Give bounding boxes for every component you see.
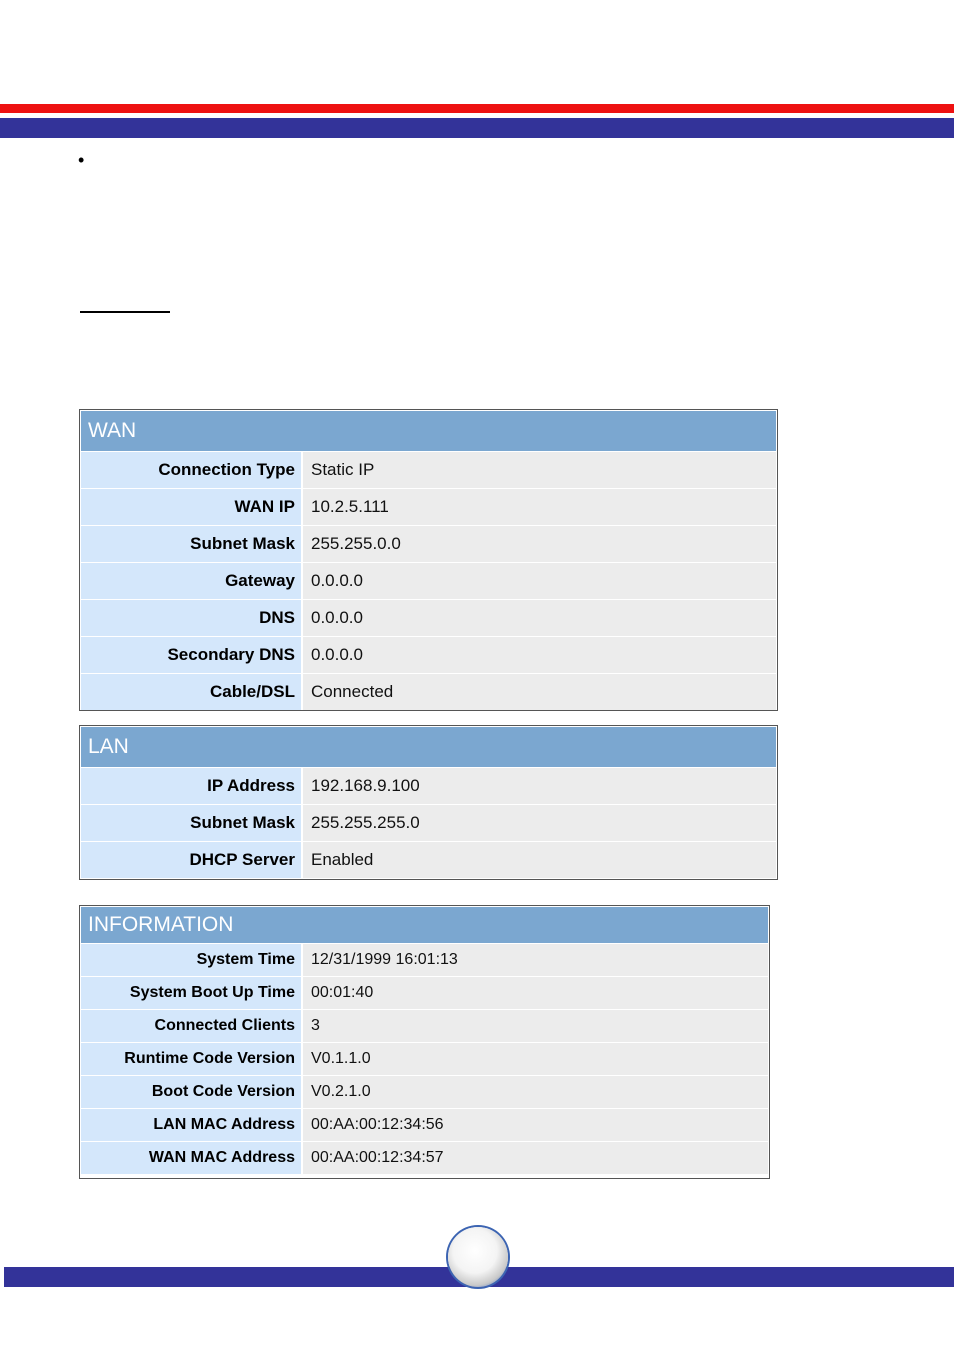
row-label: LAN MAC Address <box>81 1109 301 1141</box>
row-value: Static IP <box>301 452 776 488</box>
row-label: Gateway <box>81 563 301 599</box>
row-label: Connected Clients <box>81 1010 301 1042</box>
row-label: Cable/DSL <box>81 674 301 710</box>
row-label: Secondary DNS <box>81 637 301 673</box>
row-value: Connected <box>301 674 776 710</box>
row-value: 0.0.0.0 <box>301 637 776 673</box>
row-value: 0.0.0.0 <box>301 563 776 599</box>
wan-row-cable-dsl <box>81 674 776 710</box>
information-panel-title: INFORMATION <box>81 907 768 944</box>
info-row-connected-clients <box>81 1010 768 1043</box>
info-row-boot-code-version <box>81 1076 768 1109</box>
information-panel <box>79 905 770 1179</box>
header-red-band <box>0 104 954 113</box>
row-value: 00:01:40 <box>301 977 768 1009</box>
row-label: WAN IP <box>81 489 301 525</box>
info-row-lan-mac-address <box>81 1109 768 1142</box>
row-label: DHCP Server <box>81 842 301 878</box>
row-label: Boot Code Version <box>81 1076 301 1108</box>
row-label: IP Address <box>81 768 301 804</box>
row-value: Enabled <box>301 842 776 878</box>
wan-row-dns <box>81 600 776 637</box>
underlined-heading-rule <box>80 311 170 313</box>
wan-panel-title: WAN <box>81 411 776 452</box>
row-value: 10.2.5.111 <box>301 489 776 525</box>
info-row-system-time <box>81 944 768 977</box>
row-label: Connection Type <box>81 452 301 488</box>
row-value: 192.168.9.100 <box>301 768 776 804</box>
row-value: 12/31/1999 16:01:13 <box>301 944 768 976</box>
row-label: System Boot Up Time <box>81 977 301 1009</box>
row-value: 3 <box>301 1010 768 1042</box>
row-value: 255.255.0.0 <box>301 526 776 562</box>
page-number-badge-icon <box>448 1227 508 1287</box>
row-value: 00:AA:00:12:34:57 <box>301 1142 768 1174</box>
header-blue-band <box>0 118 954 138</box>
wan-row-wan-ip <box>81 489 776 526</box>
row-label: Subnet Mask <box>81 526 301 562</box>
wan-row-subnet-mask <box>81 526 776 563</box>
row-value: 00:AA:00:12:34:56 <box>301 1109 768 1141</box>
lan-panel-title: LAN <box>81 727 776 768</box>
wan-panel <box>79 409 778 711</box>
row-label: System Time <box>81 944 301 976</box>
row-label: Runtime Code Version <box>81 1043 301 1075</box>
row-value: V0.1.1.0 <box>301 1043 768 1075</box>
lan-row-dhcp-server <box>81 842 776 878</box>
row-value: 255.255.255.0 <box>301 805 776 841</box>
row-value: V0.2.1.0 <box>301 1076 768 1108</box>
lan-panel <box>79 725 778 880</box>
wan-row-gateway <box>81 563 776 600</box>
row-label: WAN MAC Address <box>81 1142 301 1174</box>
row-value: 0.0.0.0 <box>301 600 776 636</box>
info-row-wan-mac-address <box>81 1142 768 1174</box>
row-label: Subnet Mask <box>81 805 301 841</box>
wan-row-connection-type <box>81 452 776 489</box>
lan-row-subnet-mask <box>81 805 776 842</box>
info-row-boot-up-time <box>81 977 768 1010</box>
lan-row-ip-address <box>81 768 776 805</box>
wan-row-secondary-dns <box>81 637 776 674</box>
row-label: DNS <box>81 600 301 636</box>
info-row-runtime-code-version <box>81 1043 768 1076</box>
bullet-point: • <box>78 150 85 170</box>
